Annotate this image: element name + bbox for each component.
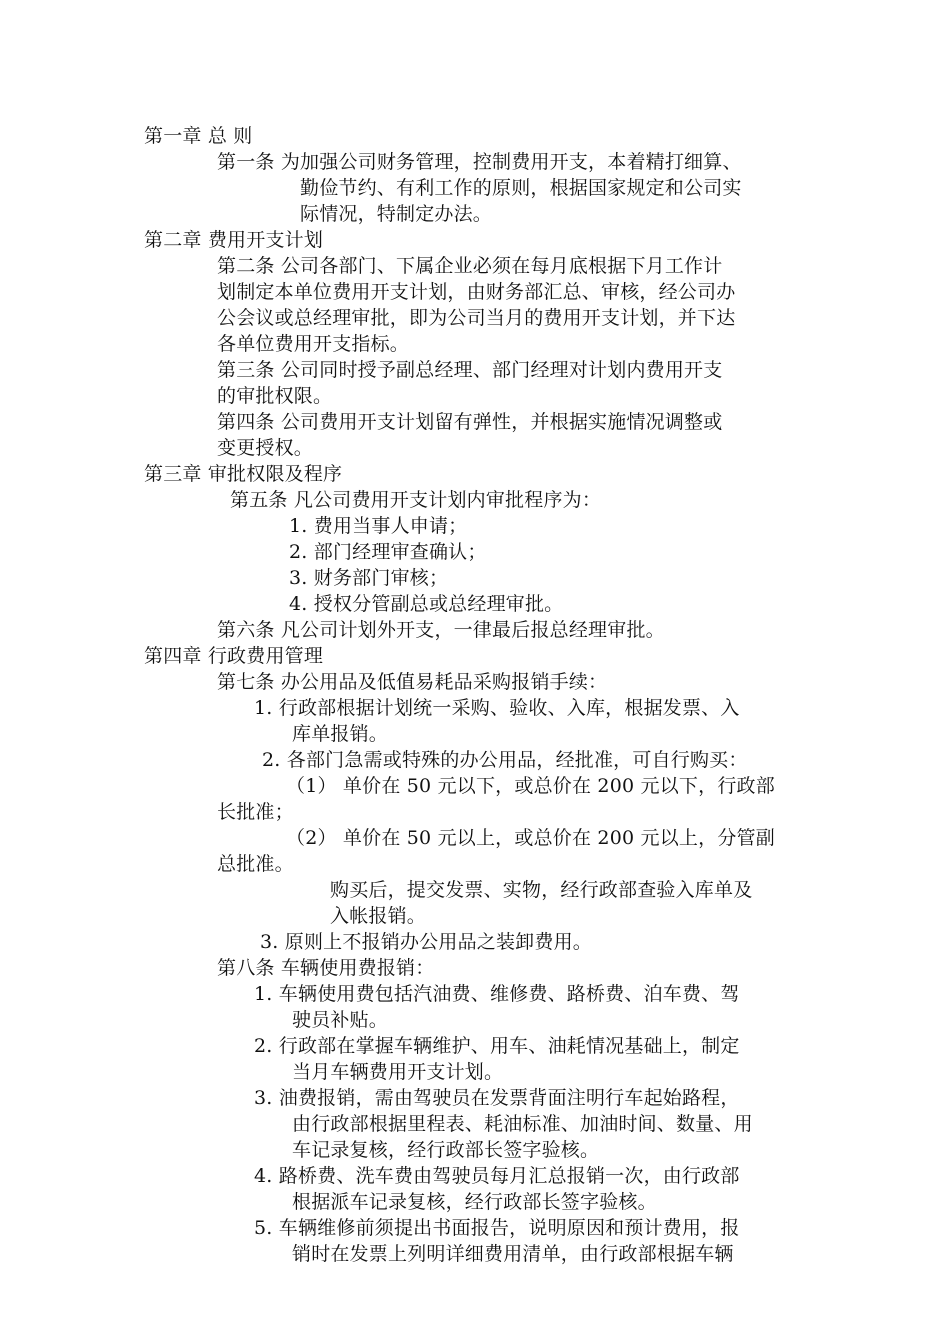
article-line: 入帐报销。 (330, 905, 427, 927)
chapter-heading: 第一章 总 则 (144, 125, 253, 147)
article-line: 各单位费用开支指标。 (217, 333, 410, 355)
article-line: 第六条 凡公司计划外开支，一律最后报总经理审批。 (217, 619, 665, 641)
article-line: 第二条 公司各部门、下属企业必须在每月底根据下月工作计 (217, 255, 723, 277)
list-item: 5. 车辆维修前须提出书面报告，说明原因和预计费用，报 (254, 1217, 740, 1239)
list-item: 库单报销。 (292, 723, 389, 745)
article-line: 第一条 为加强公司财务管理，控制费用开支，本着精打细算、 (217, 151, 742, 173)
article-line: 勤俭节约、有利工作的原则，根据国家规定和公司实 (300, 177, 742, 199)
list-item: 1. 费用当事人申请； (289, 515, 468, 537)
article-line: 公会议或总经理审批，即为公司当月的费用开支计划，并下达 (217, 307, 736, 329)
list-item: 2. 行政部在掌握车辆维护、用车、油耗情况基础上，制定 (254, 1035, 740, 1057)
list-item: 销时在发票上列明详细费用清单，由行政部根据车辆 (292, 1243, 734, 1265)
list-item: 2. 部门经理审查确认； (289, 541, 487, 563)
sub-item: （1） 单价在 50 元以下，或总价在 200 元以下，行政部 (286, 775, 775, 797)
list-item: 4. 授权分管副总或总经理审批。 (289, 593, 564, 615)
article-line: 购买后，提交发票、实物，经行政部查验入库单及 (330, 879, 753, 901)
list-item: 驶员补贴。 (292, 1009, 389, 1031)
article-line: 的审批权限。 (217, 385, 333, 407)
chapter-heading: 第四章 行政费用管理 (144, 645, 324, 667)
article-line: 第三条 公司同时授予副总经理、部门经理对计划内费用开支 (217, 359, 723, 381)
article-line: 际情况，特制定办法。 (300, 203, 493, 225)
sub-item: （2） 单价在 50 元以上，或总价在 200 元以上，分管副 (286, 827, 775, 849)
article-line: 第八条 车辆使用费报销： (217, 957, 435, 979)
article-line: 第五条 凡公司费用开支计划内审批程序为： (230, 489, 602, 511)
list-item: 3. 油费报销，需由驾驶员在发票背面注明行车起始路程， (254, 1087, 740, 1109)
list-item: 由行政部根据里程表、耗油标准、加油时间、数量、用 (292, 1113, 753, 1135)
list-item: 当月车辆费用开支计划。 (292, 1061, 504, 1083)
article-line: 划制定本单位费用开支计划，由财务部汇总、审核，经公司办 (217, 281, 736, 303)
sub-item: 总批准。 (217, 853, 294, 875)
sub-item: 长批准； (217, 801, 294, 823)
article-line: 第七条 办公用品及低值易耗品采购报销手续： (217, 671, 608, 693)
list-item: 3. 原则上不报销办公用品之装卸费用。 (260, 931, 592, 953)
list-item: 1. 车辆使用费包括汽油费、维修费、路桥费、泊车费、驾 (254, 983, 740, 1005)
list-item: 3. 财务部门审核； (289, 567, 449, 589)
list-item: 2. 各部门急需或特殊的办公用品，经批准，可自行购买： (262, 749, 748, 771)
chapter-heading: 第二章 费用开支计划 (144, 229, 324, 251)
list-item: 车记录复核，经行政部长签字验核。 (292, 1139, 600, 1161)
chapter-heading: 第三章 审批权限及程序 (144, 463, 343, 485)
list-item: 1. 行政部根据计划统一采购、验收、入库，根据发票、入 (254, 697, 740, 719)
list-item: 根据派车记录复核，经行政部长签字验核。 (292, 1191, 657, 1213)
list-item: 4. 路桥费、洗车费由驾驶员每月汇总报销一次，由行政部 (254, 1165, 740, 1187)
article-line: 变更授权。 (217, 437, 314, 459)
article-line: 第四条 公司费用开支计划留有弹性，并根据实施情况调整或 (217, 411, 723, 433)
